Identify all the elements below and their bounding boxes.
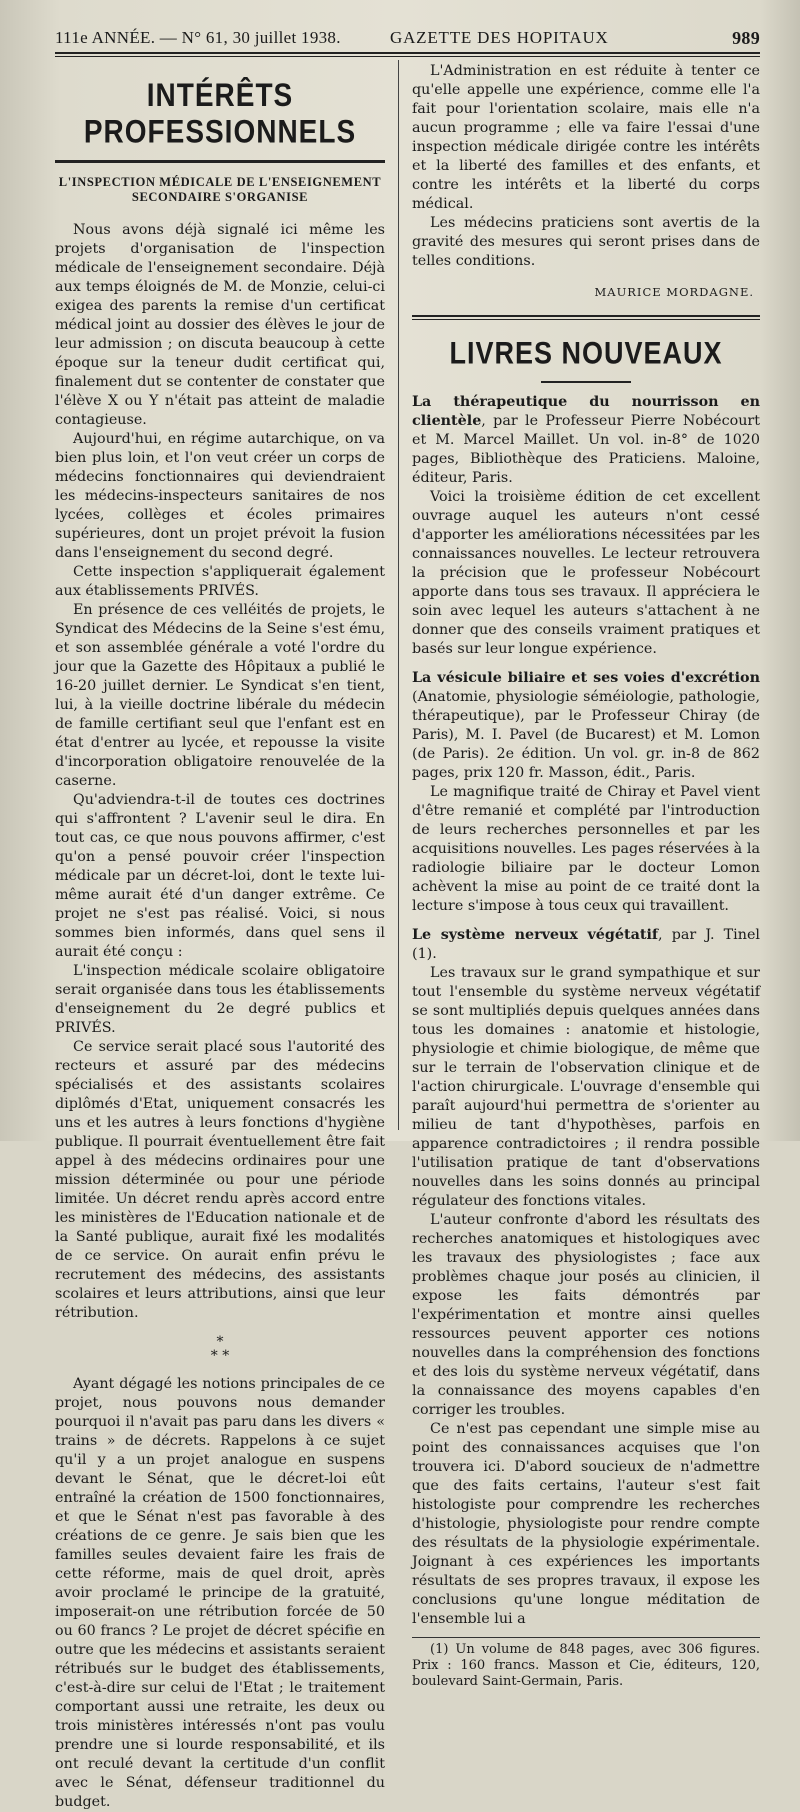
paragraph: L'Administration en est réduite à tenter ce qu'elle appelle une expérience, comme elle l'a fait pour l'orientation scolaire, mais elle n'a aucun programme ; elle va faire l'essai d'une inspection médicale dirigée contre les intérêts et la liberté des familles et des enfants, et contre les intérêts et la liberté du corps médical.	[412, 63, 760, 212]
book-title: La thérapeutique du nourrisson en clientèle	[412, 394, 760, 429]
paragraph: Les médecins praticiens sont avertis de la gravité des mesures qui seront prises dans de telles conditions.	[412, 215, 760, 269]
book-review-text: L'auteur confronte d'abord les résultats des recherches anatomiques et histologiques avec les travaux des physiologistes ; face aux problèmes chaque jour posés au clinicien, il expose les faits démontrés par l'expérimentation et montre ainsi quelles ressources peuvent apporter ces notions nouvelles dans la compréhension des fonctions et des lois du système nerveux végétatif, dans la connaissance des moyens capables d'en corriger les troubles.	[412, 1212, 760, 1418]
paragraph: Nous avons déjà signalé ici même les projets d'organisation de l'inspection médicale de l'enseignement secondaire. Déjà aux temps éloignés de M. de Monzie, celui-ci exigea des parents la remise d'un certificat médical joint au dossier des élèves le jour de leur admission ; on discuta beaucoup à cette époque sur la teneur dudit certificat qui, finalement dut se contenter de constater que l'élève X ou Y n'était pas atteint de maladie contagieuse.	[55, 222, 385, 428]
section-double-rule	[412, 315, 760, 320]
book-review-text: Voici la troisième édition de cet excellent ouvrage auquel les auteurs n'ont cessé d'apporter les améliorations nécessitées par les connaissances nouvelles. Le lecteur retrouvera la précision que le professeur Nobécourt apporte dans tous ses travaux. Il appréciera le soin avec lequel les auteurs s'attachent à ne donner que des conseils vraiment pratiques et basés sur leur longue expérience.	[412, 489, 760, 657]
header-rule	[55, 52, 760, 57]
column-divider	[398, 60, 399, 1130]
paragraph: En présence de ces velléités de projets, le Syndicat des Médecins de la Seine s'est ému, et son assemblée générale a voté l'ordre du jour que la Gazette des Hôpitaux a publié le 16-20 juillet dernier. Le Syndicat s'en tient, lui, à la vieille doctrine libérale du médecin de famille certifiant seul que l'enfant est en état d'entrer au lycée, et repousse la visite d'incorporation obligatoire renouvelée de la caserne.	[55, 602, 385, 789]
section-title-interets: INTÉRÊTS PROFESSIONNELS	[83, 77, 357, 150]
author-signature: MAURICE MORDAGNE.	[594, 285, 754, 299]
paragraph: Qu'adviendra-t-il de toutes ces doctrines qui s'affrontent ? L'avenir seul le dira. En tout cas, ce que nous pouvons affirmer, c'est qu'on a pensé pouvoir créer l'inspection médicale par un décret-loi, dont le texte lui-même aurait été d'un danger extrême. Ce projet ne s'est pas réalisé. Voici, si nous sommes bien informés, dans quel sens il aurait été conçu :	[55, 792, 385, 960]
book-details: , par J. Tinel (1).	[412, 927, 760, 962]
page-number: 989	[732, 28, 760, 48]
paragraph: Ce service serait placé sous l'autorité des recteurs et assuré par des médecins spécialisés et des assistants scolaires diplômés d'Etat, uniquement consacrés les uns et les autres à leurs fonctions d'hygiène publique. Il pourrait éventuellement être fait appel à des médecins ordinaires pour une mission déterminée ou pour une période limitée. Un décret rendu après accord entre les ministères de l'Education nationale et de la Santé publique, aurait fixé les modalités de ce service. On aurait enfin prévu le recrutement des médecins, des assistants scolaires et leurs attributions, ainsi que leur rétribution.	[55, 1039, 385, 1321]
section-title-livres: LIVRES NOUVEAUX	[449, 335, 723, 371]
footnote-rule	[412, 1637, 760, 1638]
section-stars: * * *	[210, 1334, 230, 1364]
title-rule	[55, 160, 385, 163]
paragraph: Ayant dégagé les notions principales de ce projet, nous pouvons nous demander pourquoi il n'avait pas paru dans les divers « trains » de décrets. Rappelons à ce sujet qu'il y a un projet analogue en suspens devant le Sénat, que le décret-loi eût entraîné la création de 1500 fonctionnaires, et que le Sénat n'est pas favorable à des créations de ce genre. Je sais bien que les familles seules devaient faire les frais de cette réforme, mais de quel droit, après avoir proclamé le principe de la gratuité, imposerait-on une rétribution forcée de 50 ou 60 francs ? Le projet de décret spécifie en outre que les médecins et assistants seraient rétribués sur le budget des établissements, c'est-à-dire sur celui de l'Etat ; le traitement comportant aussi une retraite, les deux ou trois ministères intéressés n'ont pas voulu prendre une si lourde responsabilité, et ils ont reculé devant la certitude d'un conflit avec le Sénat, défenseur traditionnel du budget.	[55, 1376, 385, 1810]
issue-info: 111e ANNÉE. — N° 61, 30 juillet 1938.	[55, 28, 341, 47]
paragraph: Cette inspection s'appliquerait également aux établissements PRIVÉS.	[55, 564, 385, 599]
right-column	[412, 62, 760, 1689]
article-subhead: L'INSPECTION MÉDICALE DE L'ENSEIGNEMENT SECONDAIRE S'ORGANISE	[58, 175, 382, 204]
book-review-text: Le magnifique traité de Chiray et Pavel vient d'être remanié et complété par l'introduction de leurs recherches personnelles et par les acquisitions nouvelles. Les pages réservées à la radiologie biliaire par le docteur Lomon achèvent la mise au point de ce traité dont la lecture s'impose à tous ceux qui travaillent.	[412, 784, 760, 914]
book-details: , par le Professeur Pierre Nobécourt et M. Marcel Maillet. Un vol. in-8° de 1020 pages, Bibliothèque des Praticiens. Maloine, éditeur, Paris.	[412, 413, 760, 486]
book-review-text: Ce n'est pas cependant une simple mise au point des connaissances acquises que l'on trouvera ici. D'abord soucieux de n'admettre que des faits certains, l'auteur s'est fait histologiste pour comprendre les recherches d'histologie, physiologiste pour rendre compte des résultats de la physiologie expérimentale. Joignant à ces expériences les importants résultats de ses propres travaux, il expose les conclusions qu'une longue méditation de l'ensemble lui a	[412, 1421, 760, 1627]
journal-title: GAZETTE DES HOPITAUX	[390, 28, 609, 47]
paragraph: L'inspection médicale scolaire obligatoire serait organisée dans tous les établissements d'enseignement du 2e degré publics et PRIVÉS.	[55, 963, 385, 1036]
book-citation	[412, 669, 760, 783]
book-title: Le système nerveux végétatif	[412, 927, 659, 943]
book-citation	[412, 926, 760, 964]
book-details: (Anatomie, physiologie séméiologie, pathologie, thérapeutique), par le Professeur Chiray (de Paris), M. I. Pavel (de Bucarest) et M. Lomon (de Paris). 2e édition. Un vol. gr. in-8 de 862 pages, prix 120 fr. Masson, édit., Paris.	[412, 689, 760, 781]
book-review	[412, 669, 760, 916]
book-review-text: Les travaux sur le grand sympathique et sur tout l'ensemble du système nerveux végétatif se sont multipliés depuis quelques années dans tous les domaines : anatomie et histologie, physiologie et chimie biologique, de même que sur le terrain de l'observation clinique et de l'action chirurgicale. L'ouvrage d'ensemble qui paraît aujourd'hui permettra de s'orienter au milieu de tant d'hypothèses, parfois en apparence contradictoires ; il rendra possible l'utilisation pratique de tant d'observations nouvelles dans les soins donnés au principal régulateur des fonctions vitales.	[412, 965, 760, 1209]
book-review	[412, 393, 760, 659]
book-review	[412, 926, 760, 1629]
paragraph: Aujourd'hui, en régime autarchique, on va bien plus loin, et l'on veut créer un corps de médecins fonctionnaires qui deviendraient les médecins-inspecteurs sanitaires de nos lycées, collèges et écoles primaires supérieures, dont un projet prévoit la fusion dans l'enseignement du second degré.	[55, 431, 385, 561]
footnote: (1) Un volume de 848 pages, avec 306 figures. Prix : 160 francs. Masson et Cie, éditeurs, 120, boulevard Saint-Germain, Paris.	[412, 1642, 760, 1689]
book-citation	[412, 393, 760, 488]
running-header	[55, 26, 760, 52]
book-title: La vésicule biliaire et ses voies d'excrétion	[412, 670, 760, 686]
left-column	[55, 62, 385, 1810]
